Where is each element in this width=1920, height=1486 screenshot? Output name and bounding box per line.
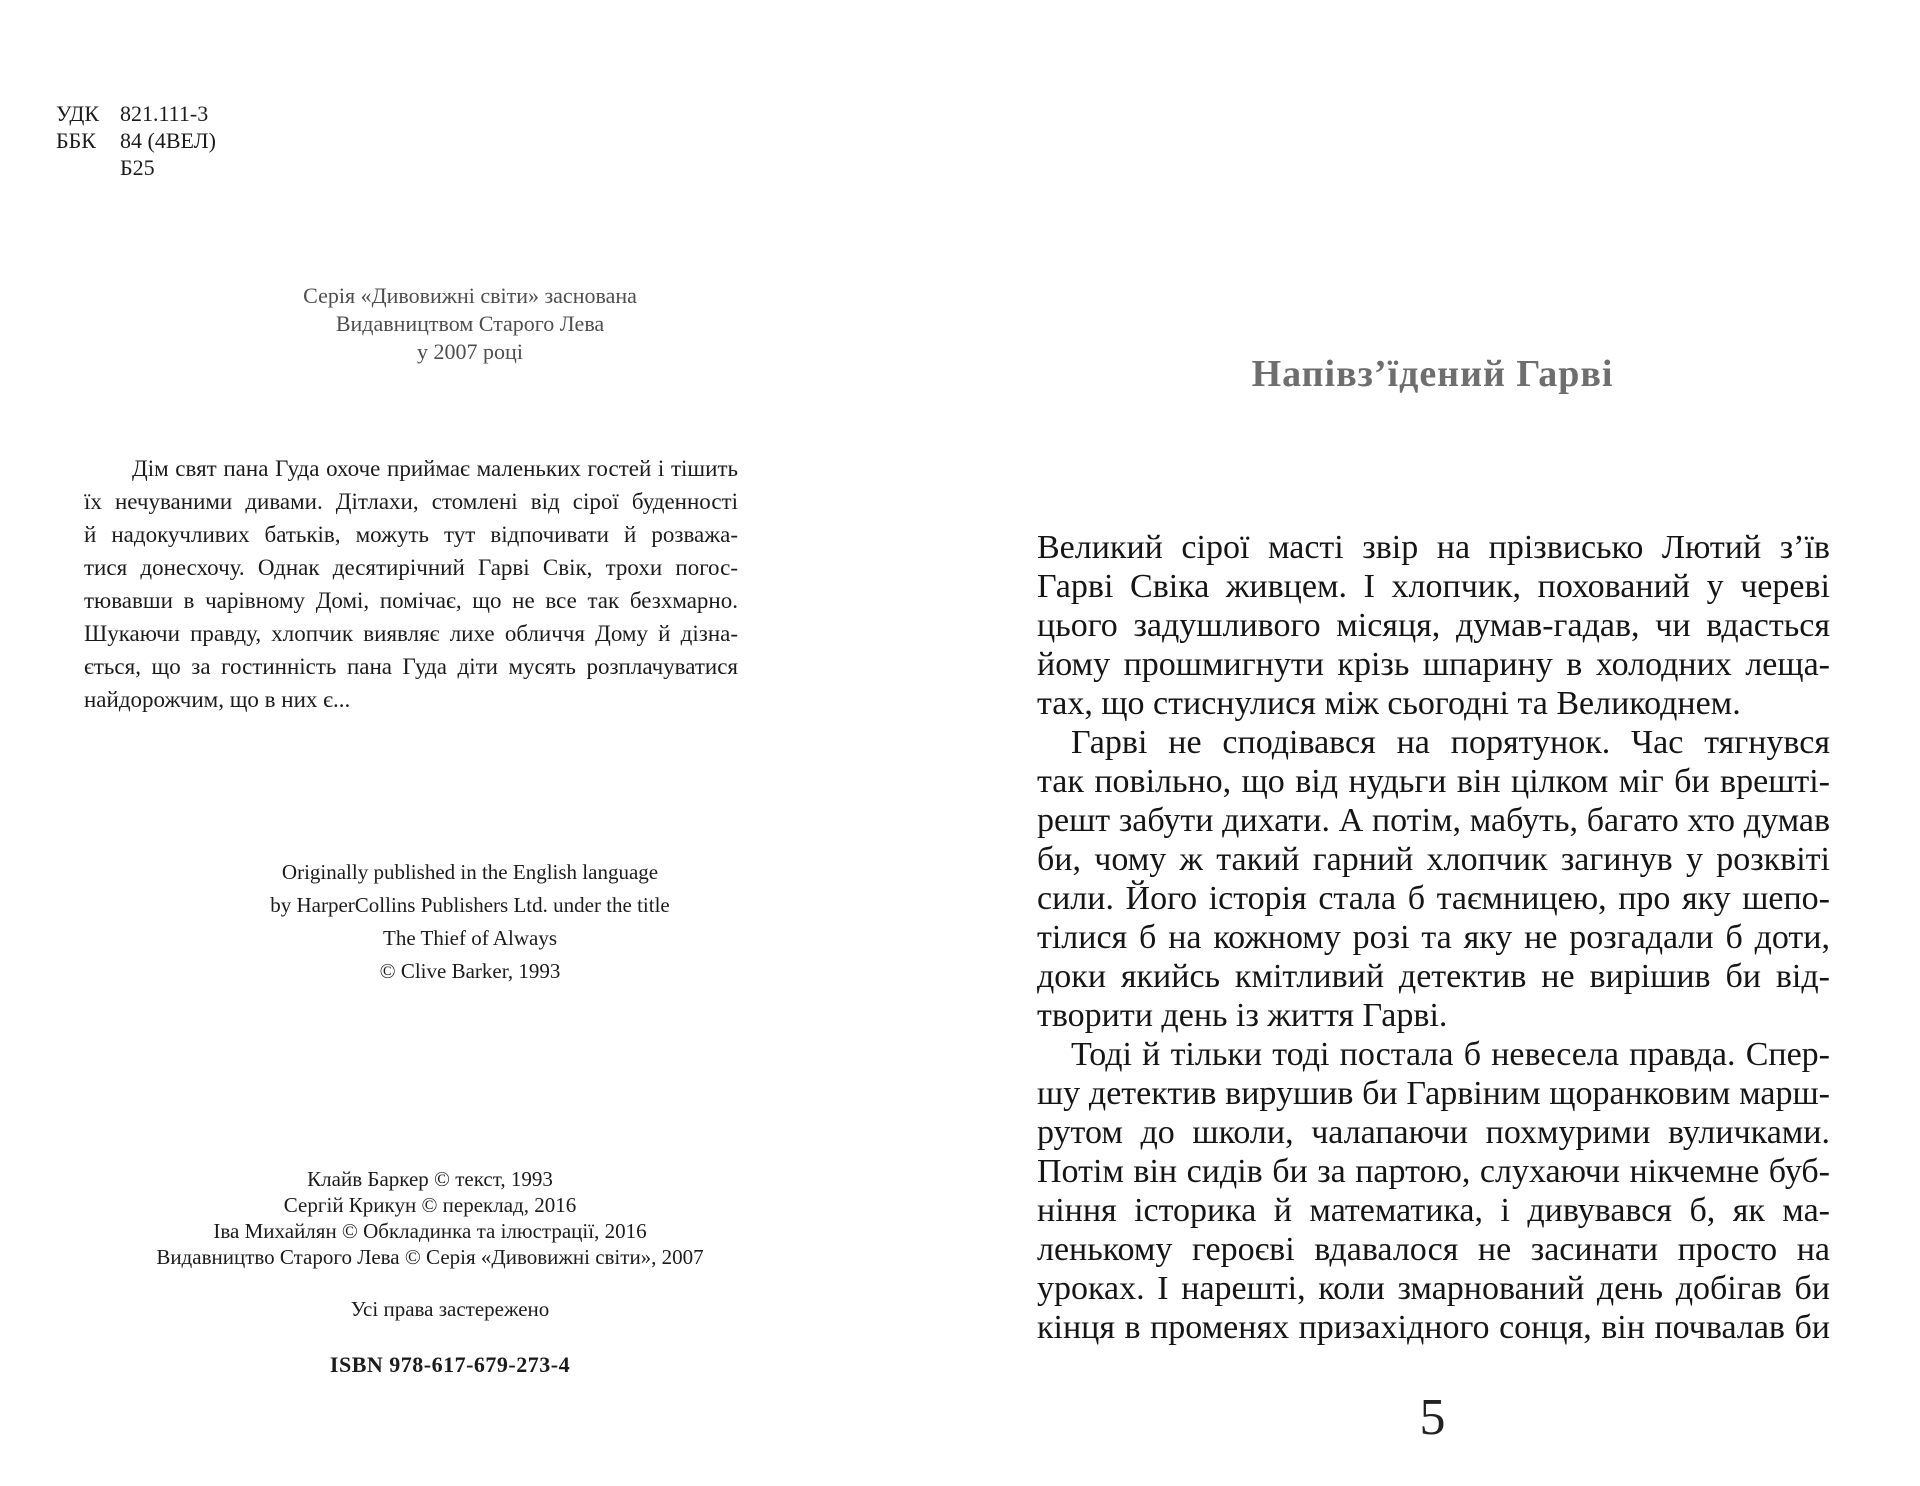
text-line: ніння історика й математика, і дивувався б, як ма- xyxy=(1037,1192,1830,1229)
text-line: Клайв Баркер © текст, 1993 xyxy=(307,1167,553,1191)
text-line: Гарві не сподівався на порятунок. Час тягнувся xyxy=(1071,724,1830,761)
text-line: й надокучливих батьків, можуть тут відпочивати й розважа- xyxy=(84,522,738,547)
book-annotation xyxy=(84,452,738,716)
rights-reserved-note: Усі права застережено xyxy=(350,1297,550,1321)
bbk-label: ББК xyxy=(56,128,96,153)
series-note xyxy=(120,282,820,366)
author-code-spacer xyxy=(56,154,120,181)
bbk-row xyxy=(56,127,216,154)
text-line: йому прошмигнути крізь шпарину в холодних леща- xyxy=(1037,646,1830,683)
text-line: Originally published in the English language xyxy=(281,860,659,884)
text-line: творити день із життя Гарві. xyxy=(1037,997,1448,1034)
text-line: тювавши в чарівному Домі, помічає, що не все так безхмарно. xyxy=(84,588,738,613)
copyright-credits xyxy=(80,1166,780,1270)
text-line: кінця в променях призахідного сонця, він почвалав би xyxy=(1037,1309,1830,1346)
text-line: тах, що стиснулися між сьогодні та Великоднем. xyxy=(1037,685,1741,722)
text-line: шу детектив вирушив би Гарвіним щоранковим марш- xyxy=(1037,1075,1830,1112)
chapter-body xyxy=(1037,528,1830,1347)
text-line: ленькому героєві вдавалося не засинати просто на xyxy=(1037,1231,1830,1268)
text-line: Видавництвом Старого Лева xyxy=(335,311,605,336)
text-line: Тоді й тільки тоді постала б невесела правда. Спер- xyxy=(1071,1036,1830,1073)
text-line: у 2007 році xyxy=(417,339,523,364)
page-number: 5 xyxy=(1419,1389,1446,1446)
text-line: би, чому ж такий гарний хлопчик загинув у розквіті xyxy=(1037,841,1830,878)
udc-row xyxy=(56,100,216,127)
text-line: тися донесхочу. Однак десятирічний Гарві Свік, трохи погос- xyxy=(84,555,738,580)
paragraph xyxy=(1037,723,1830,1035)
text-line: найдорожчим, що в них є... xyxy=(84,687,351,712)
text-line: Дім свят пана Гуда охоче приймає маленьких гостей і тішить xyxy=(132,456,738,481)
author-code-value: Б25 xyxy=(120,155,155,180)
text-line: Серія «Дивовижні світи» заснована xyxy=(303,283,637,308)
text-line: Видавництво Старого Лева © Серія «Дивовижні світи», 2007 xyxy=(156,1245,704,1269)
original-edition-note xyxy=(120,856,820,988)
author-code-row xyxy=(56,154,216,181)
text-line: уроках. І нарешті, коли змарнований день добігав би xyxy=(1037,1270,1830,1307)
paragraph xyxy=(1037,1035,1830,1347)
text-line: так повільно, що від нудьги він цілком міг би врешті- xyxy=(1037,763,1830,800)
text-line: тілися б на кожному розі та яку не розгадали б доти, xyxy=(1037,919,1830,956)
udc-label: УДК xyxy=(56,101,100,126)
text-line: Шукаючи правду, хлопчик виявляє лихе обличчя Дому й дізна- xyxy=(84,621,738,646)
chapter-title: Напівз’їдений Гарві xyxy=(1251,353,1614,395)
text-line: ється, що за гостинність пана Гуда діти мусять розплачуватися xyxy=(84,654,738,679)
text-line: by HarperCollins Publishers Ltd. under the title xyxy=(270,893,670,917)
bbk-value: 84 (4ВЕЛ) xyxy=(120,128,216,153)
udc-value: 821.111-3 xyxy=(120,101,209,126)
text-line: Сергій Крикун © переклад, 2016 xyxy=(283,1193,577,1217)
text-line: The Thief of Always xyxy=(383,926,557,950)
classification-block xyxy=(56,100,216,181)
paragraph xyxy=(1037,528,1830,723)
text-line: Гарві Свіка живцем. І хлопчик, похований у череві xyxy=(1037,568,1830,605)
text-line: Іва Михайлян © Обкладинка та ілюстрації, 2016 xyxy=(213,1219,647,1243)
text-line: рутом до школи, чалапаючи похмурими вуличками. xyxy=(1037,1114,1830,1151)
text-line: Потім він сидів би за партою, слухаючи нікчемне буб- xyxy=(1037,1153,1830,1190)
text-line: сили. Його історія стала б таємницею, про яку шепо- xyxy=(1037,880,1830,917)
text-line: доки якийсь кмітливий детектив не вирішив би від- xyxy=(1037,958,1830,995)
text-line: цього задушливого місяця, думав-гадав, чи вдасться xyxy=(1037,607,1830,644)
text-line: Великий сірої масті звір на прізвисько Лютий з’їв xyxy=(1037,529,1830,566)
isbn: ISBN 978-617-679-273-4 xyxy=(329,1352,571,1377)
text-line: їх нечуваними дивами. Дітлахи, стомлені від сірої буденності xyxy=(84,489,738,514)
text-line: решт забути дихати. А потім, мабуть, багато хто думав xyxy=(1037,802,1830,839)
text-line: © Clive Barker, 1993 xyxy=(379,959,561,983)
